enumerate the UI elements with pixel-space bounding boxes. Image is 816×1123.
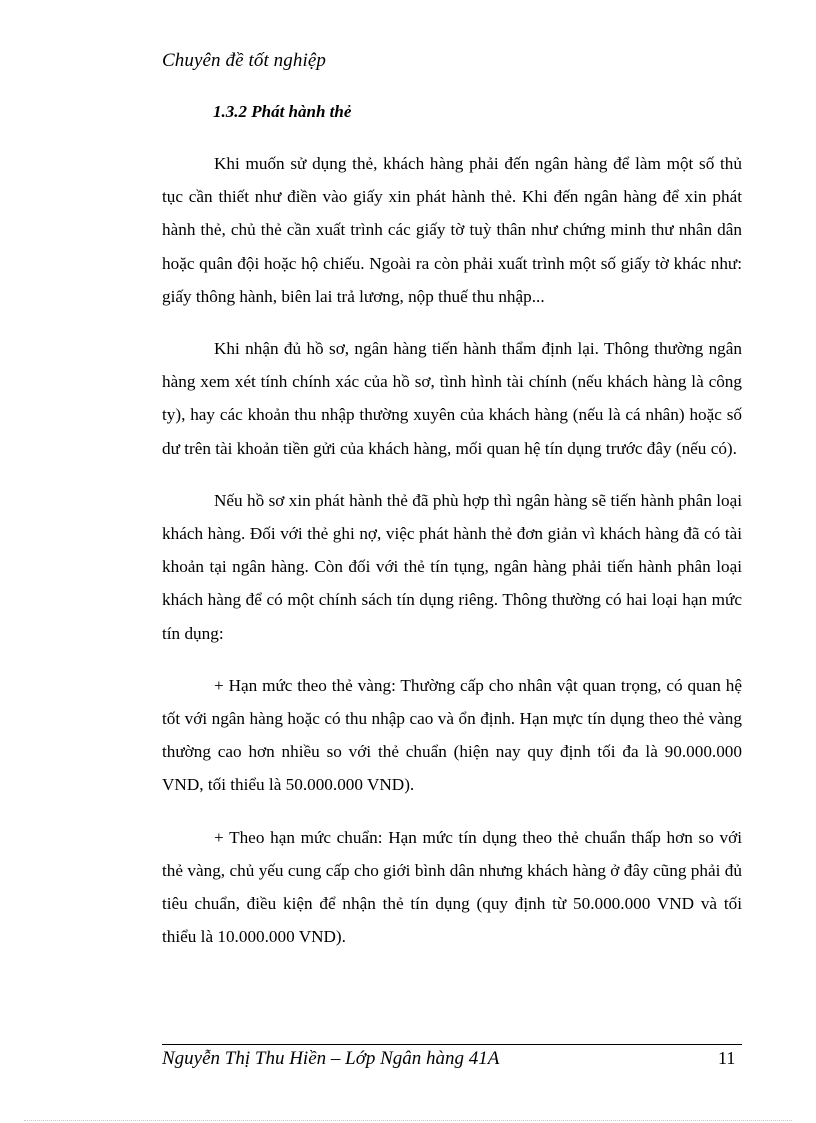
- body-text: [162, 147, 742, 972]
- footer-divider: [162, 1044, 742, 1045]
- paragraph-customer-classification: Nếu hồ sơ xin phát hành thẻ đã phù hợp thì ngân hàng sẽ tiến hành phân loại khách hàng. Đối với thẻ ghi nợ, việc phát hành thẻ đơn giản vì khách hàng đã có tài khoản tại ngân hàng. Còn đối với thẻ tín tụng, ngân hàng phải tiến hành phân loại khách hàng để có một chính sách tín dụng riêng. Thông thường có hai loại hạn mức tín dụng:: [162, 490, 742, 643]
- page-bottom-edge: [24, 1120, 792, 1121]
- section-heading: 1.3.2 Phát hành thẻ: [213, 102, 352, 121]
- footer-author: Nguyễn Thị Thu Hiền – Lớp Ngân hàng 41A: [162, 1048, 500, 1069]
- page-number: 11: [718, 1048, 736, 1068]
- paragraph-card-issuance-procedure: Khi muốn sử dụng thẻ, khách hàng phải đến ngân hàng để làm một số thủ tục cần thiết như điền vào giấy xin phát hành thẻ. Khi đến ngân hàng để xin phát hành thẻ, chủ thẻ cần xuất trình các giấy tờ tuỳ thân như chứng minh thư nhân dân hoặc quân đội hoặc hộ chiếu. Ngoài ra còn phải xuất trình một số giấy tờ khác như: giấy thông hành, biên lai trả lương, nộp thuế thu nhập...: [162, 154, 742, 306]
- document-header-title: Chuyên đề tốt nghiệp: [162, 50, 326, 71]
- paragraph-dossier-appraisal: Khi nhận đủ hồ sơ, ngân hàng tiến hành thẩm định lại. Thông thường ngân hàng xem xét tính chính xác của hồ sơ, tình hình tài chính (nếu khách hàng là công ty), hay các khoản thu nhập thường xuyên của khách hàng (nếu là cá nhân) hoặc số dư trên tài khoản tiền gửi của khách hàng, mối quan hệ tín dụng trước đây (nếu có).: [162, 339, 742, 458]
- paragraph-standard-card-limit: + Theo hạn mức chuẩn: Hạn mức tín dụng theo thẻ chuẩn thấp hơn so với thẻ vàng, chủ yếu cung cấp cho giới bình dân nhưng khách hàng ở đây cũng phải đủ tiêu chuẩn, điều kiện để nhận thẻ tín dụng (quy định từ 50.000.000 VND và tối thiểu là 10.000.000 VND).: [162, 827, 742, 947]
- paragraph-gold-card-limit: + Hạn mức theo thẻ vàng: Thường cấp cho nhân vật quan trọng, có quan hệ tốt với ngân hàng hoặc có thu nhập cao và ổn định. Hạn mực tín dụng theo thẻ vàng thường cao hơn nhiều so với thẻ chuẩn (hiện nay quy định tối đa là 90.000.000 VND, tối thiểu là 50.000.000 VND).: [162, 675, 742, 795]
